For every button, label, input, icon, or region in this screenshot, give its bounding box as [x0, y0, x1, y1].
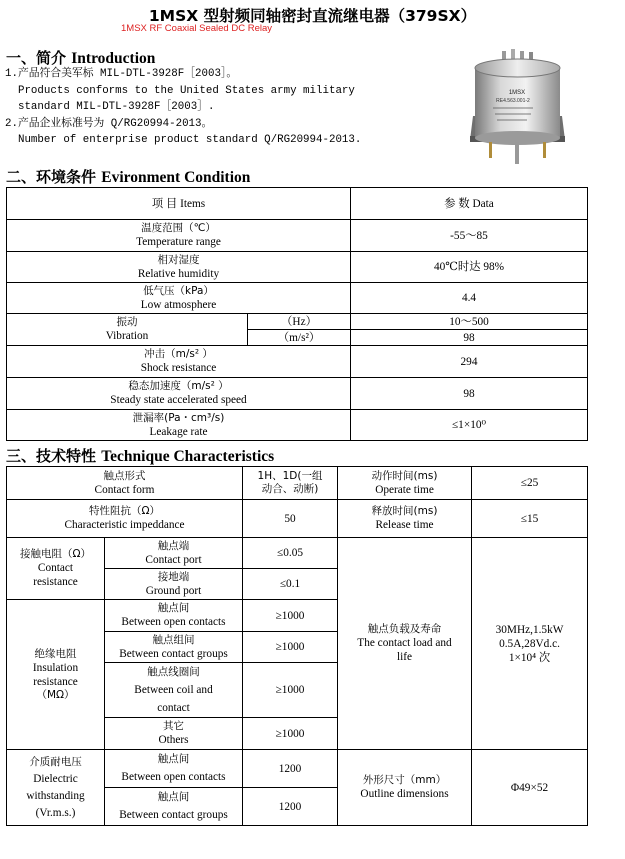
- item-en: The contact load and: [357, 637, 452, 649]
- item-cell: [105, 788, 243, 826]
- value-cell: 1200: [243, 788, 338, 826]
- value-cell: ≥1000: [243, 600, 338, 632]
- section-environment: [6, 166, 250, 187]
- table-row: [7, 378, 588, 410]
- item-unit: （MΩ）: [36, 688, 75, 701]
- intro-line: 2.产品企业标准号为 Q/RG20994-2013。: [5, 117, 213, 130]
- value-line: 0.5A,28Vd.c.: [499, 637, 560, 650]
- item-cn: 振动: [116, 316, 138, 328]
- item-en: Contact port: [145, 553, 202, 566]
- intro-line: Products conforms to the United States army military: [5, 84, 355, 97]
- item-cell: [7, 346, 351, 378]
- table-row: [7, 283, 588, 314]
- item-cn: 外形尺寸（mm）: [362, 774, 447, 786]
- item-cell: [7, 600, 105, 750]
- item-cn: 触点间: [157, 602, 190, 614]
- sub-unit-cell: （m/s²）: [248, 330, 351, 346]
- sub-unit-cell: （Hz）: [248, 314, 351, 330]
- item-cell: [338, 467, 472, 500]
- item-cn: 稳态加速度（m/s² ）: [128, 380, 229, 392]
- value-cell: ≥1000: [243, 632, 338, 663]
- item-cell: [7, 220, 351, 252]
- value-line: 1×10⁴ 次: [508, 651, 551, 664]
- value-cell: ≤25: [472, 467, 588, 500]
- value-cell: 98: [351, 330, 588, 346]
- item-en: withstanding: [26, 789, 85, 802]
- item-cell: [338, 500, 472, 538]
- value-cell: ≤0.1: [243, 569, 338, 600]
- item-en: Between open contacts: [121, 616, 226, 628]
- table-row: [7, 220, 588, 252]
- item-en: resistance: [33, 675, 78, 688]
- section-introduction-cn: 一、简介: [6, 49, 67, 67]
- value-cell: -55～85: [351, 220, 588, 252]
- item-en: Between coil and: [134, 683, 213, 696]
- item-cn: 温度范围（℃）: [141, 222, 216, 234]
- value-cell: 50: [243, 500, 338, 538]
- item-en: Ground port: [145, 584, 202, 597]
- item-en: Release time: [375, 519, 434, 531]
- item-cn: 触点端: [157, 539, 190, 552]
- item-cell: [338, 750, 472, 826]
- item-en: contact: [157, 701, 190, 714]
- value-cell: ≤0.05: [243, 538, 338, 569]
- item-cell: [105, 663, 243, 718]
- item-en: resistance: [33, 576, 78, 588]
- value-cell: 10～500: [351, 314, 588, 330]
- value-cell: 98: [351, 378, 588, 410]
- section-introduction-en: Introduction: [71, 50, 156, 67]
- item-en: Characteristic impeddance: [64, 519, 185, 531]
- intro-line: standard MIL-DTL-3928F［2003］.: [5, 101, 215, 113]
- item-cn: 接触电阻（Ω）: [19, 548, 92, 560]
- value-cell: 294: [351, 346, 588, 378]
- item-cell: [7, 467, 243, 500]
- item-en: Steady state accelerated speed: [110, 394, 247, 406]
- value-line: 动合、动断): [261, 483, 319, 495]
- item-en: Insulation: [32, 661, 79, 674]
- value-cell: Φ49×52: [472, 750, 588, 826]
- item-cn: 动作时间(ms): [371, 469, 438, 482]
- value-cell: [472, 538, 588, 750]
- section-technique-en: Technique Characteristics: [101, 448, 275, 465]
- item-cell: [7, 378, 351, 410]
- header-data: 参 数 Data: [351, 188, 588, 220]
- item-cell: [7, 410, 351, 441]
- value-cell: 1200: [243, 750, 338, 788]
- table-row: [7, 500, 588, 538]
- table-row: [7, 467, 588, 500]
- table-row: [7, 538, 588, 569]
- table-row: [7, 750, 588, 788]
- table-row: [7, 314, 588, 330]
- item-cell: [105, 569, 243, 600]
- value-cell: 4.4: [351, 283, 588, 314]
- value-cell: ≤15: [472, 500, 588, 538]
- item-cn: 触点间: [157, 791, 190, 803]
- section-environment-cn: 二、环境条件: [6, 168, 97, 186]
- item-en: Operate time: [375, 483, 434, 496]
- page-subtitle: 1MSX RF Coaxial Sealed DC Relay: [121, 23, 273, 34]
- item-cn: 触点间: [157, 753, 190, 765]
- relay-product-image: [465, 48, 570, 166]
- item-cn: 触点负载及寿命: [367, 623, 442, 635]
- item-cell: [7, 252, 351, 283]
- item-cell: [105, 538, 243, 569]
- item-cn: 绝缘电阻: [34, 647, 77, 660]
- item-en: Shock resistance: [140, 362, 217, 374]
- item-cn: 特性阻抗（Ω）: [88, 505, 161, 517]
- technique-table: [6, 466, 588, 826]
- relay-label: 1MSX: [508, 90, 526, 96]
- item-cell: [7, 538, 105, 600]
- relay-code: RE4.563.001-2: [496, 98, 530, 104]
- item-en: Vibration: [105, 330, 149, 342]
- item-en: (Vr.m.s.): [35, 806, 76, 819]
- item-cell: [105, 718, 243, 750]
- value-cell: [243, 467, 338, 500]
- item-cell: [105, 750, 243, 788]
- item-cell: [7, 314, 248, 346]
- intro-line: 1.产品符合美军标 MIL-DTL-3928F［2003］。: [5, 68, 238, 80]
- item-cell: [7, 500, 243, 538]
- item-cn: 其它: [163, 720, 184, 732]
- item-en: Between open contacts: [121, 771, 226, 783]
- item-en: Others: [158, 734, 189, 746]
- item-en: Outline dimensions: [360, 788, 449, 800]
- item-en: Contact: [37, 562, 74, 574]
- section-technique: [6, 445, 274, 466]
- item-en: Between contact groups: [119, 647, 228, 660]
- item-cn: 相对湿度: [157, 253, 200, 266]
- item-en: life: [396, 651, 413, 663]
- intro-line: Number of enterprise product standard Q/RG20994-2013.: [5, 134, 362, 146]
- item-en: Contact form: [94, 483, 155, 496]
- page-title: 1MSX 型射频同轴密封直流继电器（379SX）: [148, 7, 477, 25]
- item-cn: 触点形式: [103, 469, 146, 482]
- item-cn: 接地端: [157, 570, 190, 583]
- header-items: 项 目 Items: [7, 188, 351, 220]
- item-en: Temperature range: [136, 236, 221, 248]
- item-cell: [7, 283, 351, 314]
- item-en: Dielectric: [33, 772, 78, 785]
- item-cn: 触点组间: [152, 633, 195, 646]
- item-cell: [105, 600, 243, 632]
- table-row: [7, 252, 588, 283]
- item-cell: [105, 632, 243, 663]
- table-row: [7, 410, 588, 441]
- item-cell: [338, 538, 472, 750]
- item-en: Between contact groups: [119, 809, 228, 821]
- section-technique-cn: 三、技术特性: [6, 447, 97, 465]
- table-row: [7, 346, 588, 378]
- item-cn: 介质耐电压: [29, 755, 82, 768]
- value-line: 1H、1D(一组: [257, 470, 323, 482]
- environment-table: [6, 187, 588, 441]
- item-en: Low atmosphere: [140, 298, 217, 311]
- value-cell: ≥1000: [243, 718, 338, 750]
- item-cn: 冲击（m/s² ）: [144, 348, 213, 360]
- table-row: [7, 188, 588, 220]
- section-introduction: [6, 47, 155, 68]
- item-cn: 泄漏率(Pa・cm³/s): [132, 411, 225, 424]
- item-cn: 触点线圈间: [147, 665, 200, 678]
- section-environment-en: Evironment Condition: [101, 169, 251, 186]
- value-cell: 40℃时达 98%: [351, 252, 588, 283]
- item-cn: 释放时间(ms): [371, 505, 438, 517]
- item-en: Leakage rate: [149, 425, 208, 438]
- item-en: Relative humidity: [137, 267, 220, 280]
- introduction-text: [5, 66, 361, 149]
- value-cell: ≤1×10⁰: [351, 410, 588, 441]
- item-cn: 低气压（kPa）: [143, 284, 214, 297]
- item-cell: [7, 750, 105, 826]
- value-cell: ≥1000: [243, 663, 338, 718]
- value-line: 30MHz,1.5kW: [495, 623, 564, 636]
